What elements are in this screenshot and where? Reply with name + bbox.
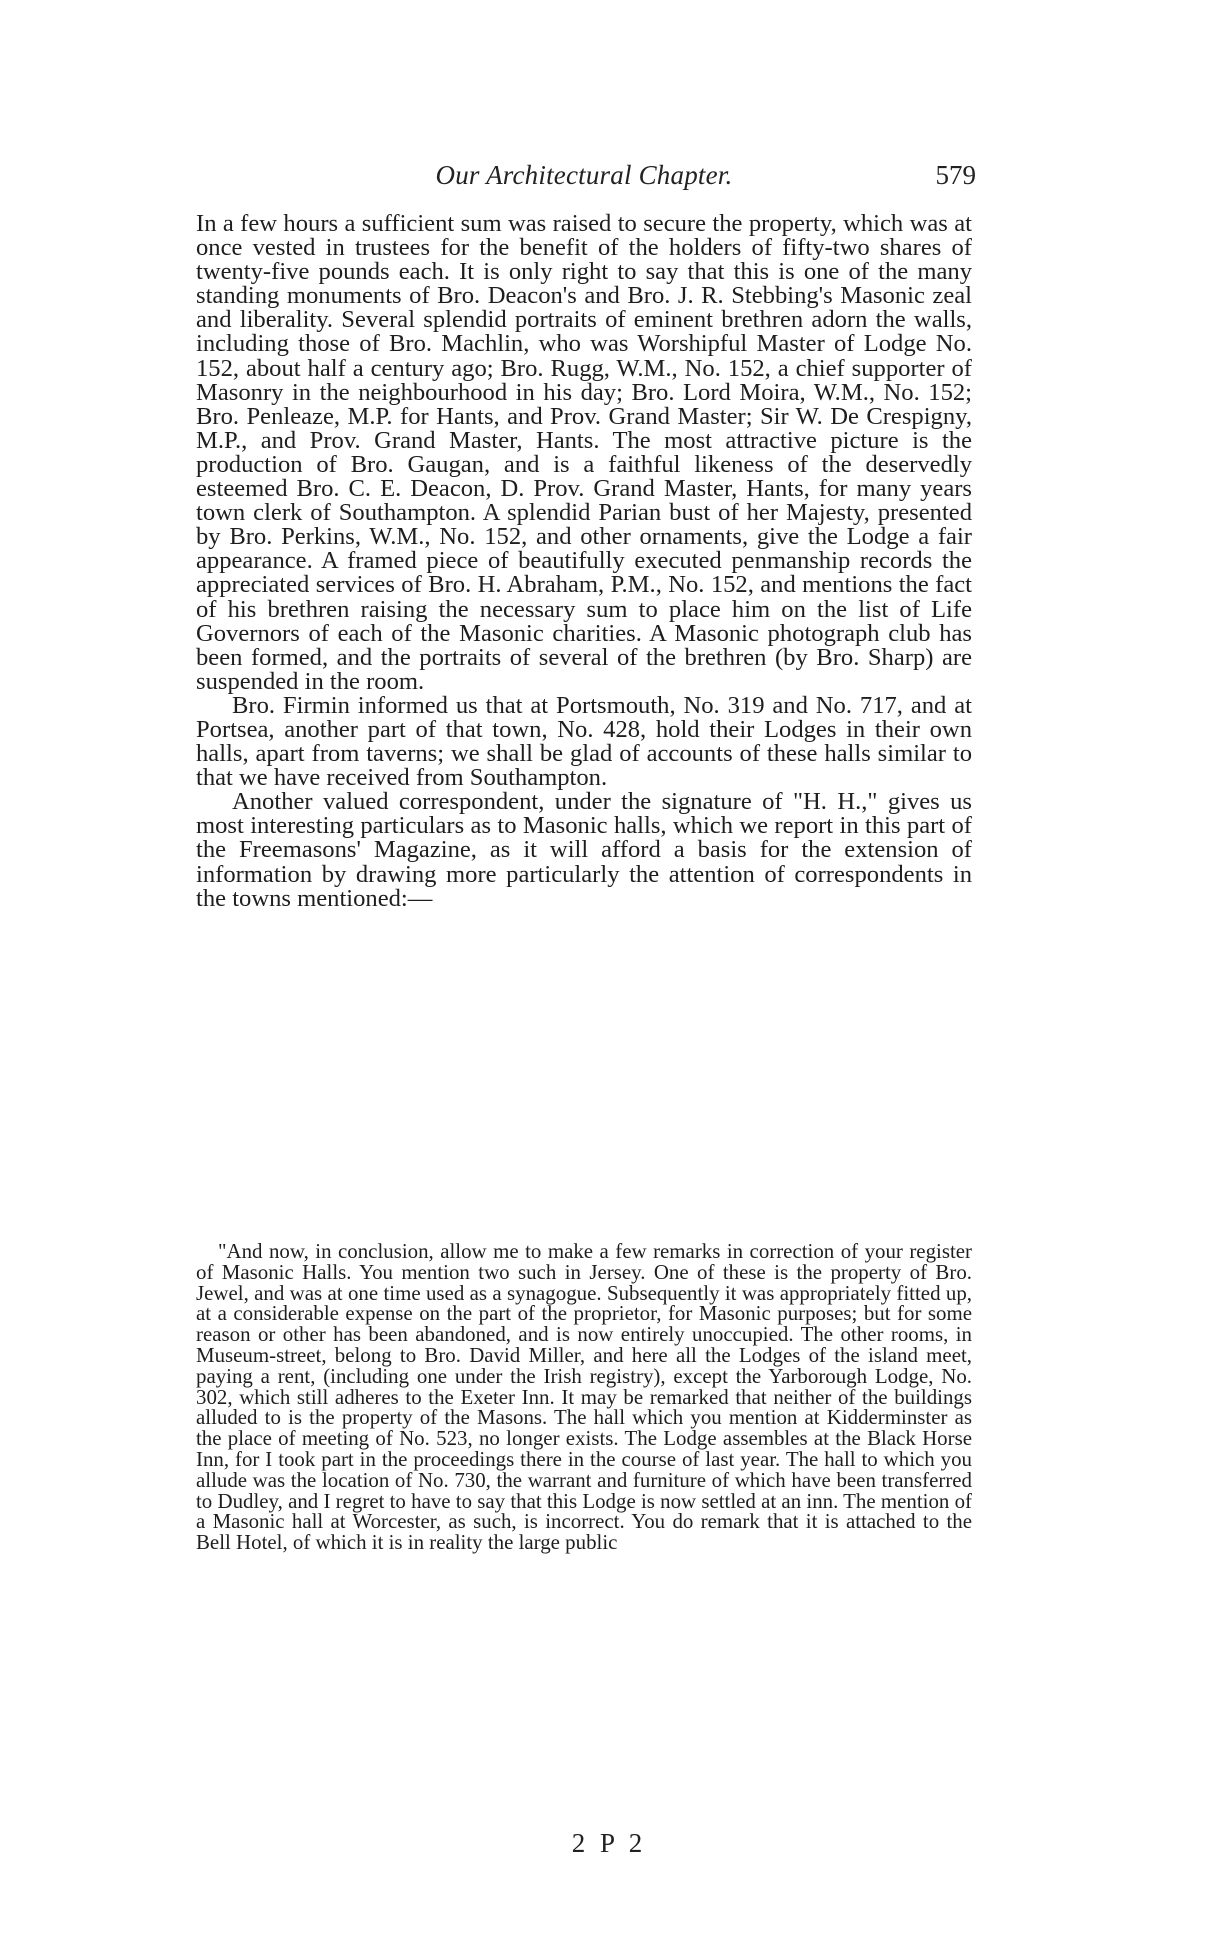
quoted-letter xyxy=(196,1241,972,1553)
page-number: 579 xyxy=(935,160,976,190)
quoted-letter-paragraph: "And now, in conclusion, allow me to make a few remarks in correction of your register of Masonic Halls. You mention two such in Jersey. One of these is the property of Bro. Jewel, and was at one time used as a synagogue. Subsequently it was appropriately fitted up, at a considerable expense on the part of the proprietor, for Masonic purposes; but for some reason or other has been abandoned, and is now entirely unoccupied. The other rooms, in Museum-street, belong to Bro. David Miller, and here all the Lodges of the island meet, paying a rent, (including one under the Irish registry), except the Yarborough Lodge, No. 302, which still adheres to the Exeter Inn. It may be remarked that neither of the buildings alluded to is the property of the Masons. The hall which you mention at Kidderminster as the place of meeting of No. 523, no longer exists. The Lodge assembles at the Black Horse Inn, for I took part in the proceedings there in the course of last year. The hall to which you allude was the location of No. 730, the warrant and furniture of which have been transferred to Dudley, and I regret to have to say that this Lodge is now settled at an inn. The mention of a Masonic hall at Worcester, as such, is incorrect. You do remark that it is attached to the Bell Hotel, of which it is in reality the large public xyxy=(196,1239,972,1555)
paragraph-correspondent: Another valued correspondent, under the signature of "H. H.," gives us most interesting particulars as to Masonic halls, which we report in this part of the Freemasons' Magazine, as it will afford a basis for the extension of information by drawing more particularly the attention of correspondents in the towns mentioned:— xyxy=(196,788,972,912)
paragraph-southampton-hall: In a few hours a sufficient sum was raised to secure the property, which was at once vested in trustees for the benefit of the holders of fifty-two shares of twenty-five pounds each. It is only right to say that this is one of the many standing monuments of Bro. Deacon's and Bro. J. R. Stebbing's Masonic zeal and liberality. Several splendid portraits of eminent brethren adorn the walls, including those of Bro. Machlin, who was Worshipful Master of Lodge No. 152, about half a century ago; Bro. Rugg, W.M., No. 152, a chief supporter of Masonry in the neighbourhood in his day; Bro. Lord Moira, W.M., No. 152; Bro. Penleaze, M.P. for Hants, and Prov. Grand Master; Sir W. De Crespigny, M.P., and Prov. Grand Master, Hants. The most attractive picture is the production of Bro. Gaugan, and is a faithful likeness of the deservedly esteemed Bro. C. E. Deacon, D. Prov. Grand Master, Hants, for many years town clerk of Southampton. A splendid Parian bust of her Majesty, presented by Bro. Perkins, W.M., No. 152, and other ornaments, give the Lodge a fair appearance. A framed piece of beautifully executed penmanship records the appreciated services of Bro. H. Abraham, P.M., No. 152, and mentions the fact of his brethren raising the necessary sum to place him on the list of Life Governors of each of the Masonic charities. A Masonic photograph club has been formed, and the portraits of several of the brethren (by Bro. Sharp) are suspended in the room. xyxy=(196,210,972,695)
page-header xyxy=(196,160,976,200)
signature-mark: 2 P 2 xyxy=(571,1828,647,1858)
paragraph-portsmouth: Bro. Firmin informed us that at Portsmouth, No. 319 and No. 717, and at Portsea, another part of that town, No. 428, hold their Lodges in their own halls, apart from taverns; we shall be glad of accounts of these halls similar to that we have received from Southampton. xyxy=(196,691,972,792)
running-title: Our Architectural Chapter. xyxy=(435,160,733,190)
main-text xyxy=(196,212,972,911)
